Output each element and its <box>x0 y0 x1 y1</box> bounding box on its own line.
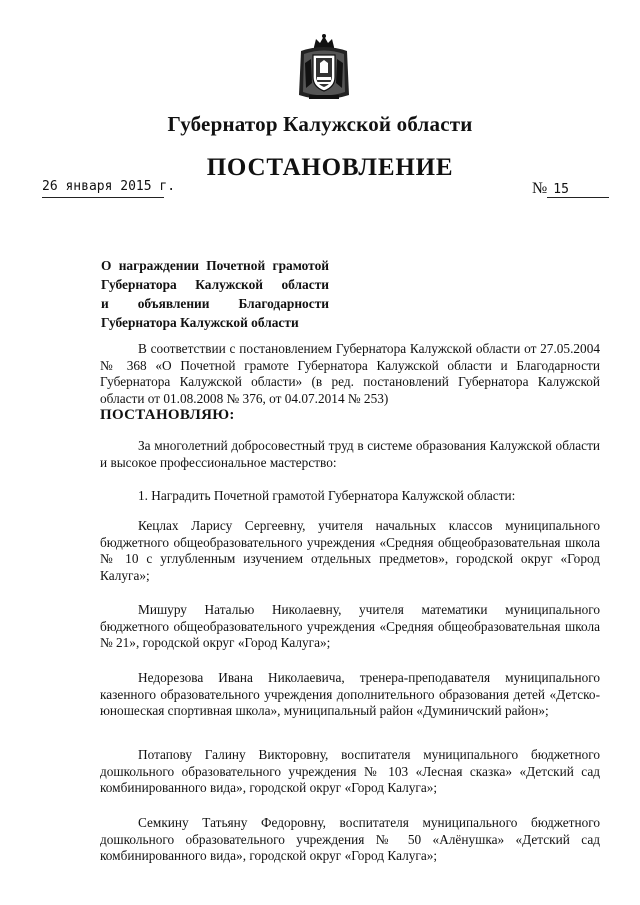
subject-line: и объявлении Благодарности <box>101 296 329 311</box>
document-type-title: ПОСТАНОВЛЕНИЕ <box>206 154 454 181</box>
subject-line: О награждении Почетной грамотой <box>101 258 329 273</box>
decree-word: ПОСТАНОВЛЯЮ: <box>100 407 235 423</box>
awardee-paragraph: Кецлах Ларису Сергеевну, учителя начальных классов муниципального бюджетного общеобразовательного учреждения «Средняя общеобразовательная школа № 10 с углубленным изучением отдельных предметов», городской округ «Город Калуга»; <box>100 518 600 583</box>
awardee-paragraph: Недорезова Ивана Николаевича, тренера-преподавателя муниципального казенного образовательного учреждения дополнительного образования детей «Детско-юношеская спортивная школа», муниципальный район «Думиничский район»; <box>100 670 600 718</box>
awardee-paragraph: Потапову Галину Викторовну, воспитателя муниципального бюджетного дошкольного образовательного учреждения № 103 «Лесная сказка» «Детский сад комбинированного вида», городской округ «Город Калуга»; <box>100 747 600 795</box>
awardee-block <box>100 518 600 584</box>
grounds-block <box>100 438 600 471</box>
subject-line: Губернатора Калужской области <box>101 315 299 330</box>
kaluga-coat-of-arms-icon <box>295 33 353 103</box>
awardee-paragraph: Семкину Татьяну Федоровну, воспитателя муниципального бюджетного дошкольного образовательного учреждения № 50 «Алёнушка» «Детский сад комбинированного вида», городской округ «Город Калуга»; <box>100 815 600 863</box>
document-date: 26 января 2015 г. <box>42 179 176 194</box>
grounds-paragraph: За многолетний добросовестный труд в системе образования Калужской области и высокое профессиональное мастерство: <box>100 438 600 470</box>
preamble-paragraph: В соответствии с постановлением Губернатора Калужской области от 27.05.2004 № 368 «О Почетной грамоте Губернатора Калужской области и Благодарности Губернатора Калужской области» (в ред. постановлений Губернатора Калужской области от 01.08.2008 № 376, от 04.07.2014 № 253) <box>100 341 600 406</box>
item-1-block <box>100 488 600 505</box>
preamble-block <box>100 341 600 424</box>
document-subject <box>101 256 329 332</box>
awardee-block <box>100 747 600 797</box>
issuing-authority: Губернатор Калужской области <box>167 112 473 136</box>
number-sign: № <box>532 180 548 197</box>
number-value: 15 <box>547 182 609 198</box>
document-number <box>532 180 609 198</box>
date-underline <box>42 197 164 198</box>
awardee-block <box>100 602 600 652</box>
awardee-paragraph: Мишуру Наталью Николаевну, учителя математики муниципального бюджетного общеобразовательного учреждения «Средняя общеобразовательная школа № 21», городской округ «Город Калуга»; <box>100 602 600 650</box>
subject-line: Губернатора Калужской области <box>101 277 329 292</box>
awardee-block <box>100 670 600 720</box>
awardee-block <box>100 815 600 865</box>
item-1-heading: 1. Наградить Почетной грамотой Губернатора Калужской области: <box>138 488 516 503</box>
